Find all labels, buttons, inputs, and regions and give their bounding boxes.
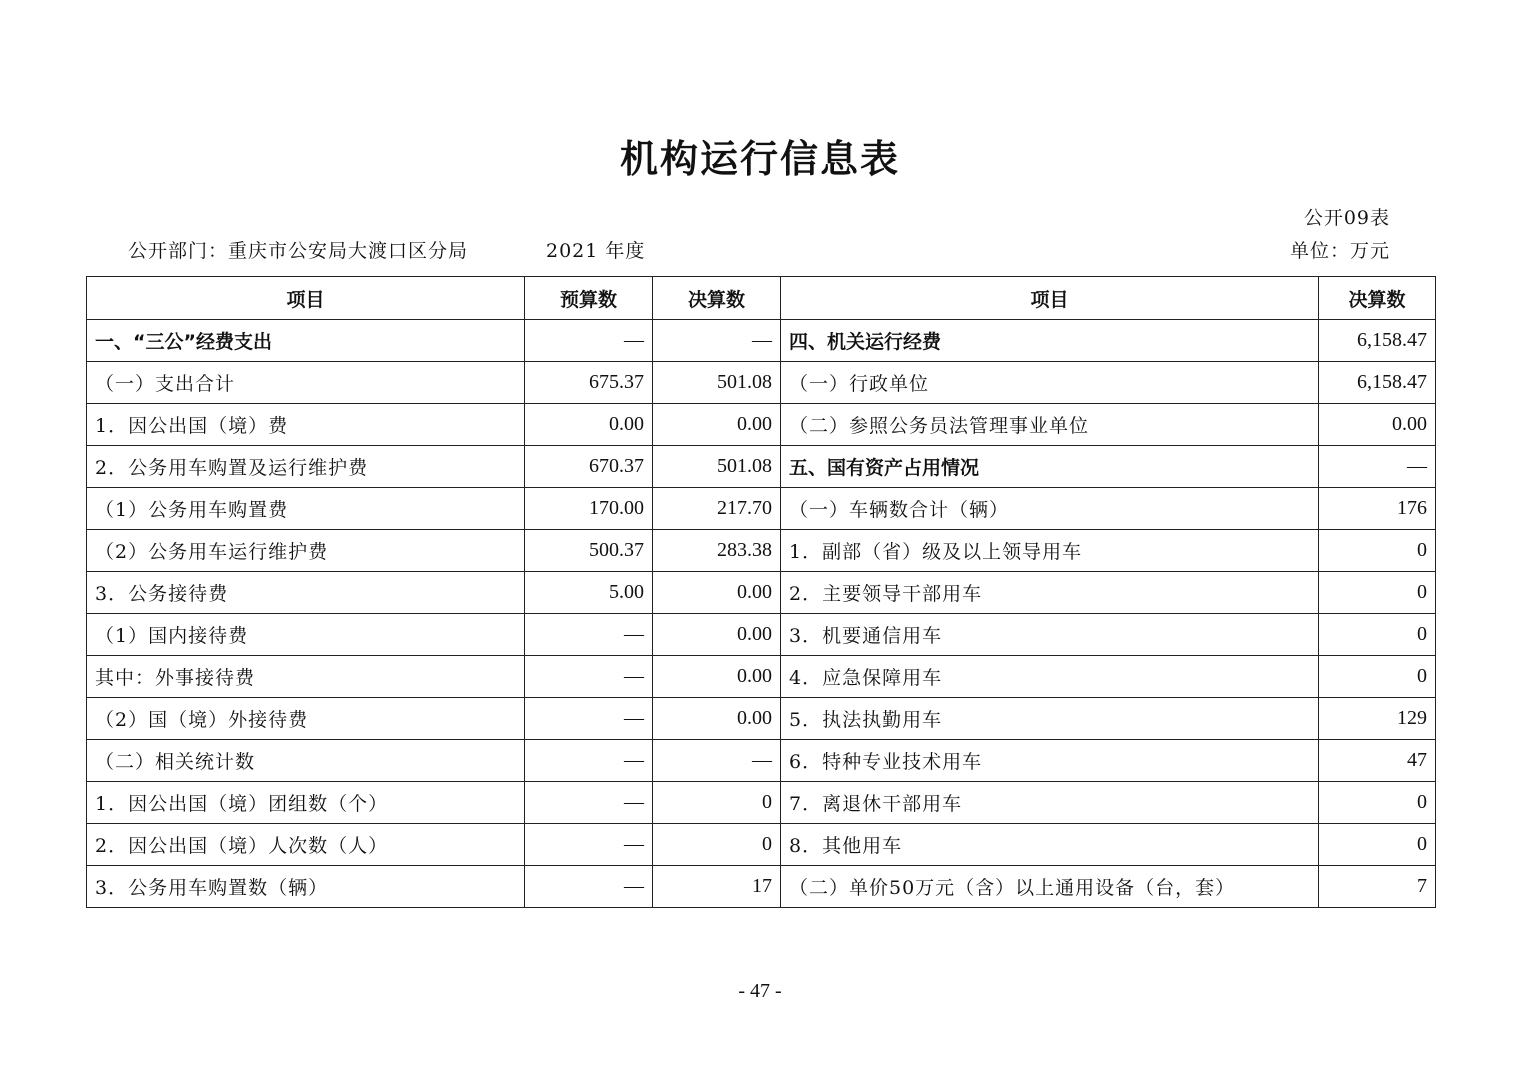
row-right-label: （一）车辆数合计（辆） — [781, 488, 1319, 530]
table-row — [87, 824, 1436, 866]
header-final-left: 决算数 — [653, 277, 781, 320]
row-right-final: 6,158.47 — [1319, 320, 1436, 362]
table-row — [87, 866, 1436, 908]
row-final: 0 — [653, 824, 781, 866]
table-row — [87, 656, 1436, 698]
row-budget: — — [525, 614, 653, 656]
row-budget: — — [525, 824, 653, 866]
header-budget: 预算数 — [525, 277, 653, 320]
year-label: 2021 年度 — [546, 240, 646, 262]
table-row — [87, 362, 1436, 404]
table-row — [87, 320, 1436, 362]
row-right-label: 1．副部（省）级及以上领导用车 — [781, 530, 1319, 572]
row-left-label: （二）相关统计数 — [87, 740, 525, 782]
row-right-label: 2．主要领导干部用车 — [781, 572, 1319, 614]
row-left-label: （一）支出合计 — [87, 362, 525, 404]
row-left-label: （2）公务用车运行维护费 — [87, 530, 525, 572]
row-right-final: 6,158.47 — [1319, 362, 1436, 404]
row-budget: — — [525, 656, 653, 698]
row-right-final: 0 — [1319, 656, 1436, 698]
table-row — [87, 530, 1436, 572]
page-number: - 47 - — [738, 980, 782, 1002]
row-final: 0 — [653, 782, 781, 824]
row-right-label: （二）单价50万元（含）以上通用设备（台，套） — [781, 866, 1319, 908]
row-final: 0.00 — [653, 656, 781, 698]
row-budget: — — [525, 320, 653, 362]
row-left-label: 其中：外事接待费 — [87, 656, 525, 698]
row-left-label: 3．公务用车购置数（辆） — [87, 866, 525, 908]
row-right-final: 0 — [1319, 782, 1436, 824]
row-final: 501.08 — [653, 446, 781, 488]
row-left-label: 1．因公出国（境）费 — [87, 404, 525, 446]
page-title: 机构运行信息表 — [619, 137, 900, 181]
row-left-label: （2）国（境）外接待费 — [87, 698, 525, 740]
row-left-label: 1．因公出国（境）团组数（个） — [87, 782, 525, 824]
row-final: — — [653, 740, 781, 782]
row-budget: 675.37 — [525, 362, 653, 404]
row-right-label: 5．执法执勤用车 — [781, 698, 1319, 740]
row-budget: 0.00 — [525, 404, 653, 446]
row-right-final: 129 — [1319, 698, 1436, 740]
row-final: 0.00 — [653, 698, 781, 740]
row-right-label: 6．特种专业技术用车 — [781, 740, 1319, 782]
row-budget: 670.37 — [525, 446, 653, 488]
row-left-label: （1）国内接待费 — [87, 614, 525, 656]
row-right-label: 四、机关运行经费 — [781, 320, 1319, 362]
row-left-label: 2．因公出国（境）人次数（人） — [87, 824, 525, 866]
row-right-final: 0 — [1319, 614, 1436, 656]
row-budget: 5.00 — [525, 572, 653, 614]
row-right-final: 7 — [1319, 866, 1436, 908]
row-right-final: 47 — [1319, 740, 1436, 782]
row-right-final: 0 — [1319, 824, 1436, 866]
table-row — [87, 446, 1436, 488]
row-budget: — — [525, 740, 653, 782]
row-final: — — [653, 320, 781, 362]
table-number: 公开09表 — [1303, 207, 1390, 229]
row-right-final: 176 — [1319, 488, 1436, 530]
row-final: 217.70 — [653, 488, 781, 530]
row-right-label: 8．其他用车 — [781, 824, 1319, 866]
header-row — [87, 277, 1436, 320]
table-row — [87, 740, 1436, 782]
row-final: 0.00 — [653, 572, 781, 614]
row-right-label: （二）参照公务员法管理事业单位 — [781, 404, 1319, 446]
row-budget: — — [525, 782, 653, 824]
row-right-final: — — [1319, 446, 1436, 488]
row-right-final: 0 — [1319, 572, 1436, 614]
row-final: 17 — [653, 866, 781, 908]
row-right-label: （一）行政单位 — [781, 362, 1319, 404]
header-item-left: 项目 — [87, 277, 525, 320]
header-item-right: 项目 — [781, 277, 1319, 320]
unit-label: 单位：万元 — [1289, 240, 1390, 262]
table-row — [87, 572, 1436, 614]
row-left-label: （1）公务用车购置费 — [87, 488, 525, 530]
row-budget: — — [525, 698, 653, 740]
info-table — [86, 276, 1436, 908]
row-budget: 170.00 — [525, 488, 653, 530]
row-left-label: 3．公务接待费 — [87, 572, 525, 614]
table-row — [87, 698, 1436, 740]
row-right-label: 4．应急保障用车 — [781, 656, 1319, 698]
row-right-final: 0.00 — [1319, 404, 1436, 446]
department-label: 公开部门：重庆市公安局大渡口区分局 — [128, 240, 469, 262]
table-row — [87, 404, 1436, 446]
row-right-label: 五、国有资产占用情况 — [781, 446, 1319, 488]
row-final: 501.08 — [653, 362, 781, 404]
table-row — [87, 614, 1436, 656]
table-row — [87, 782, 1436, 824]
row-final: 0.00 — [653, 614, 781, 656]
row-right-label: 7．离退休干部用车 — [781, 782, 1319, 824]
row-left-label: 2．公务用车购置及运行维护费 — [87, 446, 525, 488]
header-final-right: 决算数 — [1319, 277, 1436, 320]
table-row — [87, 488, 1436, 530]
row-right-final: 0 — [1319, 530, 1436, 572]
row-budget: 500.37 — [525, 530, 653, 572]
row-final: 283.38 — [653, 530, 781, 572]
row-left-label: 一、“三公”经费支出 — [87, 320, 525, 362]
row-right-label: 3．机要通信用车 — [781, 614, 1319, 656]
row-budget: — — [525, 866, 653, 908]
row-final: 0.00 — [653, 404, 781, 446]
